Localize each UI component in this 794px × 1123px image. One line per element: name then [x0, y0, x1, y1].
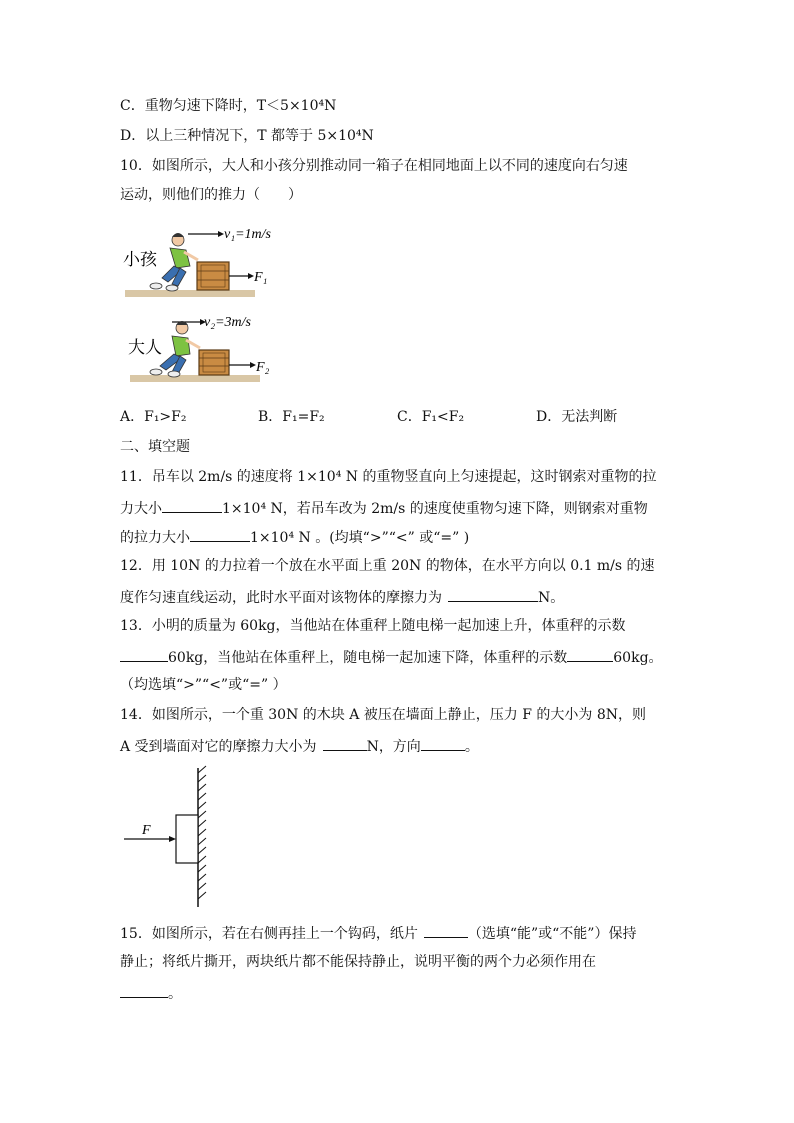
q10-option-a: A．F₁>F₂ [120, 409, 187, 425]
hatch-line [198, 766, 206, 773]
q14-stem-line1: 14．如图所示，一个重 30N 的木块 A 被压在墙面上静止，压力 F 的大小为 8N，则 [120, 707, 647, 723]
q15-answer-blank-2[interactable] [120, 982, 168, 998]
wall-hatching [198, 766, 206, 899]
q12-stem-line2: 度作匀速直线运动，此时水平面对该物体的摩擦力为 N。 [120, 586, 564, 608]
child-speed-label: v₁=1m/s [224, 227, 271, 242]
q14-figure [118, 765, 218, 910]
child-force-label: F₁ [254, 270, 268, 285]
hatch-line [198, 802, 206, 809]
q10-stem-line2: 运动，则他们的推力（ ） [120, 187, 302, 203]
hatch-line [198, 892, 206, 899]
q14-answer-blank-1[interactable] [323, 735, 367, 751]
q10-stem-line1: 10．如图所示，大人和小孩分别推动同一箱子在相同地面上以不同的速度向右匀速 [120, 158, 628, 174]
q13-stem-line1: 13．小明的质量为 60kg，当他站在体重秤上随电梯一起加速上升，体重秤的示数 [120, 618, 626, 634]
child-figure [150, 233, 198, 291]
q11-stem-line3: 的拉力大小 1×10⁴ N 。(均填“>”“<” 或“=” ) [120, 526, 469, 548]
q14-stem-line2: A 受到墙面对它的摩擦力大小为 N，方向 。 [120, 735, 479, 757]
q10-option-d: D．无法判断 [536, 409, 618, 425]
q13-answer-blank-1[interactable] [120, 646, 168, 662]
q14-answer-blank-2[interactable] [421, 735, 465, 751]
q11-answer-blank-1[interactable] [162, 497, 222, 513]
hatch-line [198, 775, 206, 782]
q15-answer-blank-1[interactable] [424, 922, 468, 938]
q10-option-c: C．F₁<F₂ [397, 409, 465, 425]
q12-answer-blank[interactable] [448, 586, 538, 602]
hatch-line [198, 811, 206, 818]
q10-figure [120, 220, 285, 395]
hatch-line [198, 829, 206, 836]
ground-child [125, 290, 255, 297]
adult-force-label: F₂ [256, 360, 270, 375]
crate-adult [199, 350, 229, 375]
q13-answer-blank-2[interactable] [567, 646, 613, 662]
adult-label: 大人 [128, 338, 162, 357]
q9-option-c: C．重物匀速下降时，T＜5×10⁴N [120, 98, 337, 114]
ground-adult [130, 375, 260, 382]
hatch-line [198, 820, 206, 827]
hatch-line [198, 883, 206, 890]
q11-stem-line2: 力大小 1×10⁴ N，若吊车改为 2m/s 的速度使重物匀速下降，则钢索对重物 [120, 497, 648, 519]
hatch-line [198, 847, 206, 854]
q15-stem-line2: 静止；将纸片撕开，两块纸片都不能保持静止，说明平衡的两个力必须作用在 [120, 954, 596, 970]
hatch-line [198, 874, 206, 881]
q15-stem-line1: 15．如图所示，若在右侧再挂上一个钩码，纸片 （选填“能”或“不能”）保持 [120, 922, 636, 944]
q10-option-b: B．F₁=F₂ [258, 409, 325, 425]
hatch-line [198, 856, 206, 863]
section-heading-fill-in: 二、填空题 [120, 439, 190, 455]
force-f-label: F [142, 823, 151, 838]
hatch-line [198, 838, 206, 845]
hatch-line [198, 793, 206, 800]
q11-stem-line1: 11．吊车以 2m/s 的速度将 1×10⁴ N 的重物竖直向上匀速提起，这时钢索对重物的拉 [120, 469, 657, 485]
crate-child [197, 262, 229, 290]
q9-option-d: D．以上三种情况下，T 都等于 5×10⁴N [120, 128, 374, 144]
block-a [176, 815, 198, 863]
q13-stem-line2: 60kg，当他站在体重秤上，随电梯一起加速下降，体重秤的示数 60kg。 [120, 646, 663, 668]
adult-speed-label: v₂=3m/s [204, 315, 251, 330]
q11-answer-blank-2[interactable] [190, 526, 250, 542]
q15-stem-line3: 。 [120, 982, 182, 1004]
child-label: 小孩 [123, 250, 157, 269]
hatch-line [198, 865, 206, 872]
hatch-line [198, 784, 206, 791]
q13-stem-line3: （均选填“>”“<”或“=” ） [120, 677, 287, 693]
q12-stem-line1: 12．用 10N 的力拉着一个放在水平面上重 20N 的物体，在水平方向以 0.1 m/s 的速 [120, 558, 655, 574]
